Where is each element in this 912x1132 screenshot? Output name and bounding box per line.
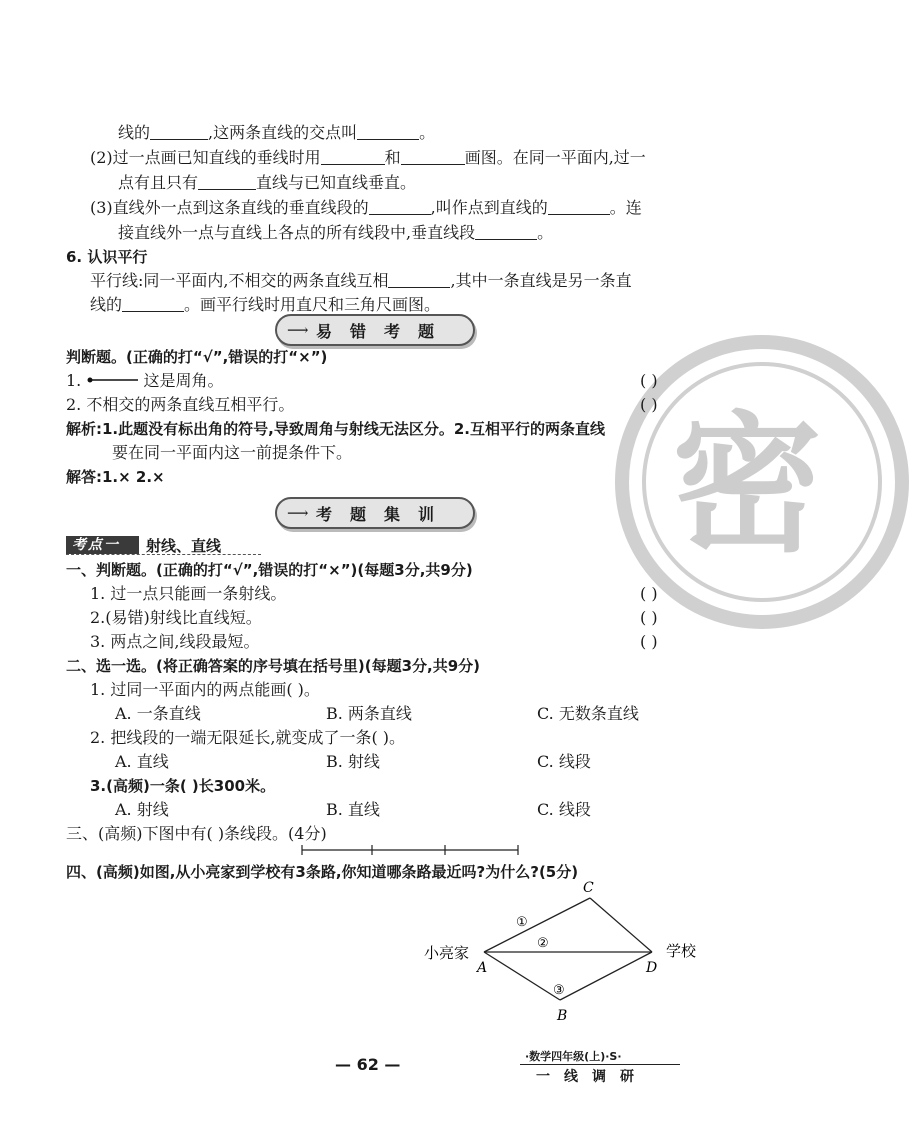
p3-heading: 三、(高频)下图中有( )条线段。(4分) <box>66 824 327 843</box>
s5-line1: 线的 ,这两条直线的交点叫 。 <box>118 123 436 142</box>
p2-heading: 二、选一选。(将正确答案的序号填在括号里)(每题3分,共9分) <box>66 657 480 675</box>
arrow-icon: ⟶ <box>287 321 309 339</box>
s5-line4: (3)直线外一点到这条直线的垂直线段的 ,叫作点到直线的 。连 <box>90 198 642 217</box>
point-b-label: B <box>557 1008 568 1024</box>
p1-q1: 1. 过一点只能画一条射线。 <box>90 584 287 603</box>
p4-heading: 四、(高频)如图,从小亮家到学校有3条路,你知道哪条路最近吗?为什么?(5分) <box>66 863 579 881</box>
p1-heading: 一、判断题。(正确的打“√”,错误的打“×”)(每题3分,共9分) <box>66 561 473 579</box>
err-q1: 1. 这是周角。 <box>66 371 224 390</box>
brand-label: 一线调研 <box>536 1069 648 1085</box>
answer-paren[interactable]: ( ) <box>640 584 658 603</box>
answer-paren[interactable]: ( ) <box>640 371 658 390</box>
answer-paren[interactable]: ( ) <box>640 632 658 651</box>
p1-q2: 2.(易错)射线比直线短。 <box>90 608 262 627</box>
route-3-label: ③ <box>553 983 565 998</box>
err-analysis-1: 解析:1.此题没有标出角的符号,导致周角与射线无法区分。2.互相平行的两条直线 <box>66 420 605 438</box>
option[interactable]: A. 一条直线 <box>115 704 201 723</box>
option[interactable]: B. 两条直线 <box>326 704 412 723</box>
page-number: — 62 — <box>335 1055 401 1074</box>
route-1-label: ① <box>516 915 528 930</box>
p2-q2: 2. 把线段的一端无限延长,就变成了一条( )。 <box>90 728 406 747</box>
home-label: 小亮家 <box>424 944 470 962</box>
err-heading: 判断题。(正确的打“√”,错误的打“×”) <box>66 348 328 366</box>
err-analysis-2: 要在同一平面内这一前提条件下。 <box>112 443 353 462</box>
s5-line5: 接直线外一点与直线上各点的所有线段中,垂直线段 。 <box>118 223 554 242</box>
s5-line2: (2)过一点画已知直线的垂线时用 和 画图。在同一平面内,过一 <box>90 148 646 167</box>
err-answer: 解答:1.× 2.× <box>66 468 165 486</box>
option[interactable]: B. 直线 <box>326 800 380 819</box>
route-diagram <box>420 880 710 1030</box>
point-c-label: C <box>583 880 594 896</box>
option[interactable]: A. 射线 <box>115 800 169 819</box>
point-d-label: D <box>646 960 658 976</box>
route-2-label: ② <box>537 936 549 951</box>
p1-q3: 3. 两点之间,线段最短。 <box>90 632 260 651</box>
p2-q3: 3.(高频)一条( )长300米。 <box>90 777 276 795</box>
s5-line3: 点有且只有 直线与已知直线垂直。 <box>118 173 417 192</box>
option[interactable]: C. 线段 <box>537 800 591 819</box>
option[interactable]: A. 直线 <box>115 752 169 771</box>
option[interactable]: B. 射线 <box>326 752 380 771</box>
option[interactable]: C. 无数条直线 <box>537 704 639 723</box>
segment-figure <box>300 840 520 856</box>
s6-line1: 平行线:同一平面内,不相交的两条直线互相 ,其中一条直线是另一条直 <box>90 271 632 290</box>
option[interactable]: C. 线段 <box>537 752 591 771</box>
err-q2: 2. 不相交的两条直线互相平行。 <box>66 395 295 414</box>
s6-title: 6. 认识平行 <box>66 248 148 266</box>
point-a-label: A <box>477 960 488 976</box>
svg-text:密: 密 <box>672 399 823 573</box>
banner-error-prone: ⟶ 易错考题 <box>275 314 475 346</box>
answer-paren[interactable]: ( ) <box>640 395 658 414</box>
ray-figure <box>86 374 138 386</box>
s6-line2: 线的 。画平行线时用直尺和三角尺画图。 <box>90 295 441 314</box>
banner-practice: ⟶ 考题集训 <box>275 497 475 529</box>
school-label: 学校 <box>666 942 697 960</box>
p2-q1: 1. 过同一平面内的两点能画( )。 <box>90 680 320 699</box>
arrow-icon: ⟶ <box>287 504 309 522</box>
answer-paren[interactable]: ( ) <box>640 608 658 627</box>
series-label: ·数学四年级(上)·S· <box>525 1050 622 1063</box>
